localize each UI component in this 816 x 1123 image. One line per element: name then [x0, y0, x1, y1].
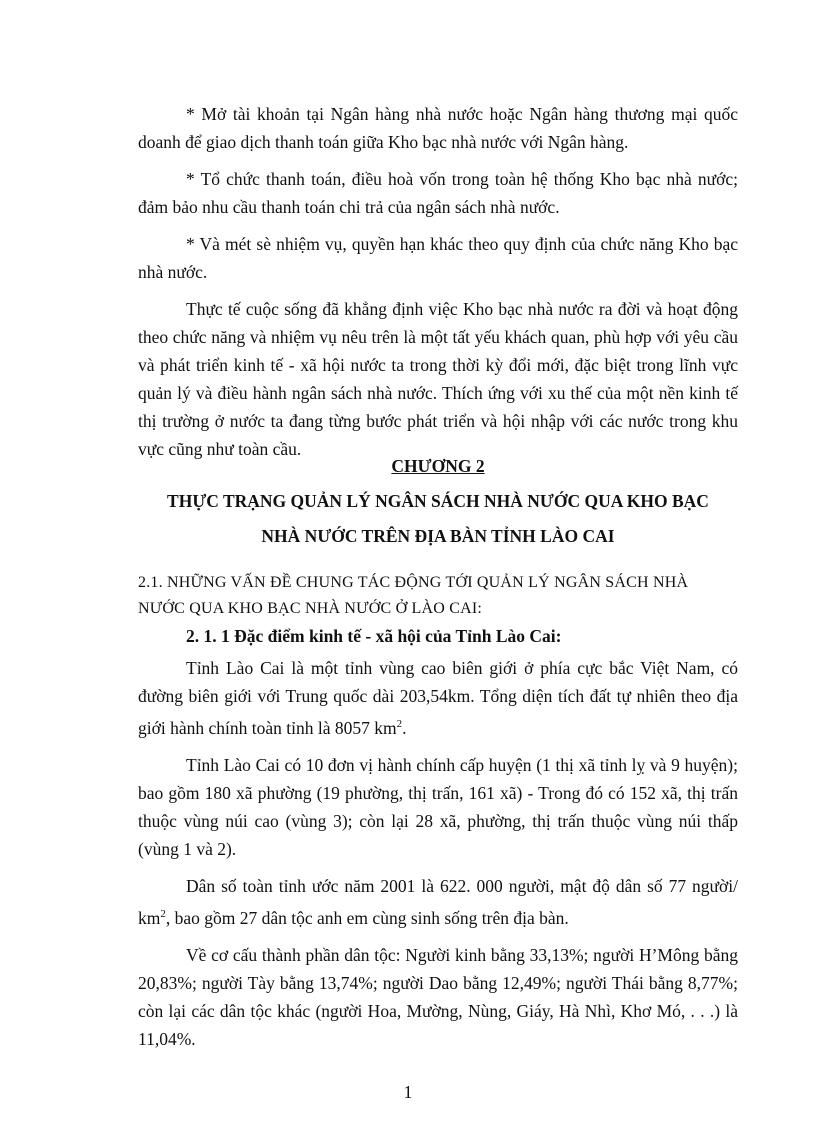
- paragraph-population-text: Dân số toàn tỉnh ước năm 2001 là 622. 000 người, mật độ dân số 77 người/ km: [138, 875, 738, 928]
- paragraph-payment-organization: * Tổ chức thanh toán, điều hoà vốn trong toàn hệ thống Kho bạc nhà nước; đảm bảo nhu cầu thanh toán chi trả của ngân sách nhà nước.: [138, 169, 738, 217]
- superscript-square-2: 2: [160, 907, 166, 920]
- chapter-title-line1: THỰC TRẠNG QUẢN LÝ NGÂN SÁCH NHÀ NƯỚC QUA KHO BẠC: [167, 491, 709, 511]
- body-paragraphs: [138, 654, 738, 1053]
- chapter-number: [138, 452, 738, 480]
- section-heading-line2: NƯỚC QUA KHO BẠC NHÀ NƯỚC Ở LÀO CAI:: [138, 600, 483, 617]
- chapter-title-line2: NHÀ NƯỚC TRÊN ĐỊA BÀN TỈNH LÀO CAI: [261, 526, 615, 546]
- paragraph-geography-text: Tỉnh Lào Cai là một tỉnh vùng cao biên giới ở phía cực bắc Việt Nam, có đường biên giới với Trung quốc dài 203,54km. Tổng diện tích đất tự nhiên theo địa giới hành chính toàn tỉnh là 8057 km: [138, 658, 738, 738]
- paragraph-other-duties: * Và mét sè nhiệm vụ, quyền hạn khác theo quy định của chức năng Kho bạc nhà nước.: [138, 234, 738, 282]
- paragraph-reality: Thực tế cuộc sống đã khẳng định việc Kho bạc nhà nước ra đời và hoạt động theo chức năng và nhiệm vụ nêu trên là một tất yếu khách quan, phù hợp với yêu cầu và phát triển kinh tế - xã hội nước ta trong thời kỳ đổi mới, đặc biệt trong lĩnh vực quản lý và điều hành ngân sách nhà nước. Thích ứng với xu thế của một nền kinh tế thị trường ở nước ta đang từng bước phát triển và hội nhập với các nước trong khu vực cũng như toàn cầu.: [138, 299, 738, 459]
- paragraph-population-end: , bao gồm 27 dân tộc anh em cùng sinh sống trên địa bàn.: [165, 907, 569, 928]
- subsection-heading: 2. 1. 1 Đặc điểm kinh tế - xã hội của Tỉnh Lào Cai:: [186, 626, 562, 646]
- paragraph-population: [138, 872, 738, 932]
- paragraph-ethnic-structure: Về cơ cấu thành phần dân tộc: Người kinh bằng 33,13%; người H’Mông bằng 20,83%; người Tày bằng 13,74%; người Dao bằng 12,49%; người Thái bằng 8,77%; còn lại các dân tộc khác (người Hoa, Mường, Nùng, Giáy, Hà Nhì, Khơ Mó, . . .) là 11,04%.: [138, 944, 738, 1049]
- chapter-number-text: CHƯƠNG 2: [391, 456, 485, 476]
- section-heading-line1: 2.1. NHỮNG VẤN ĐỀ CHUNG TÁC ĐỘNG TỚI QUẢN LÝ NGÂN SÁCH NHÀ: [138, 574, 689, 591]
- superscript-square: 2: [396, 718, 403, 730]
- paragraph-geography-end: .: [402, 717, 407, 738]
- paragraph-administration: Tỉnh Lào Cai có 10 đơn vị hành chính cấp huyện (1 thị xã tỉnh lỵ và 9 huyện); bao gồm 180 xã phường (19 phường, thị trấn, 161 xã) - Trong đó có 152 xã, thị trấn thuộc vùng núi cao (vùng 3); còn lại 28 xã, phường, thị trấn thuộc vùng núi thấp (vùng 1 và 2).: [138, 754, 738, 859]
- paragraph-bank-account: * Mở tài khoản tại Ngân hàng nhà nước hoặc Ngân hàng thương mại quốc doanh để giao dịch thanh toán giữa Kho bạc nhà nước với Ngân hàng.: [138, 104, 738, 152]
- page-number: 1: [403, 1082, 413, 1102]
- top-paragraphs: [138, 100, 738, 463]
- paragraph-geography: [138, 654, 738, 742]
